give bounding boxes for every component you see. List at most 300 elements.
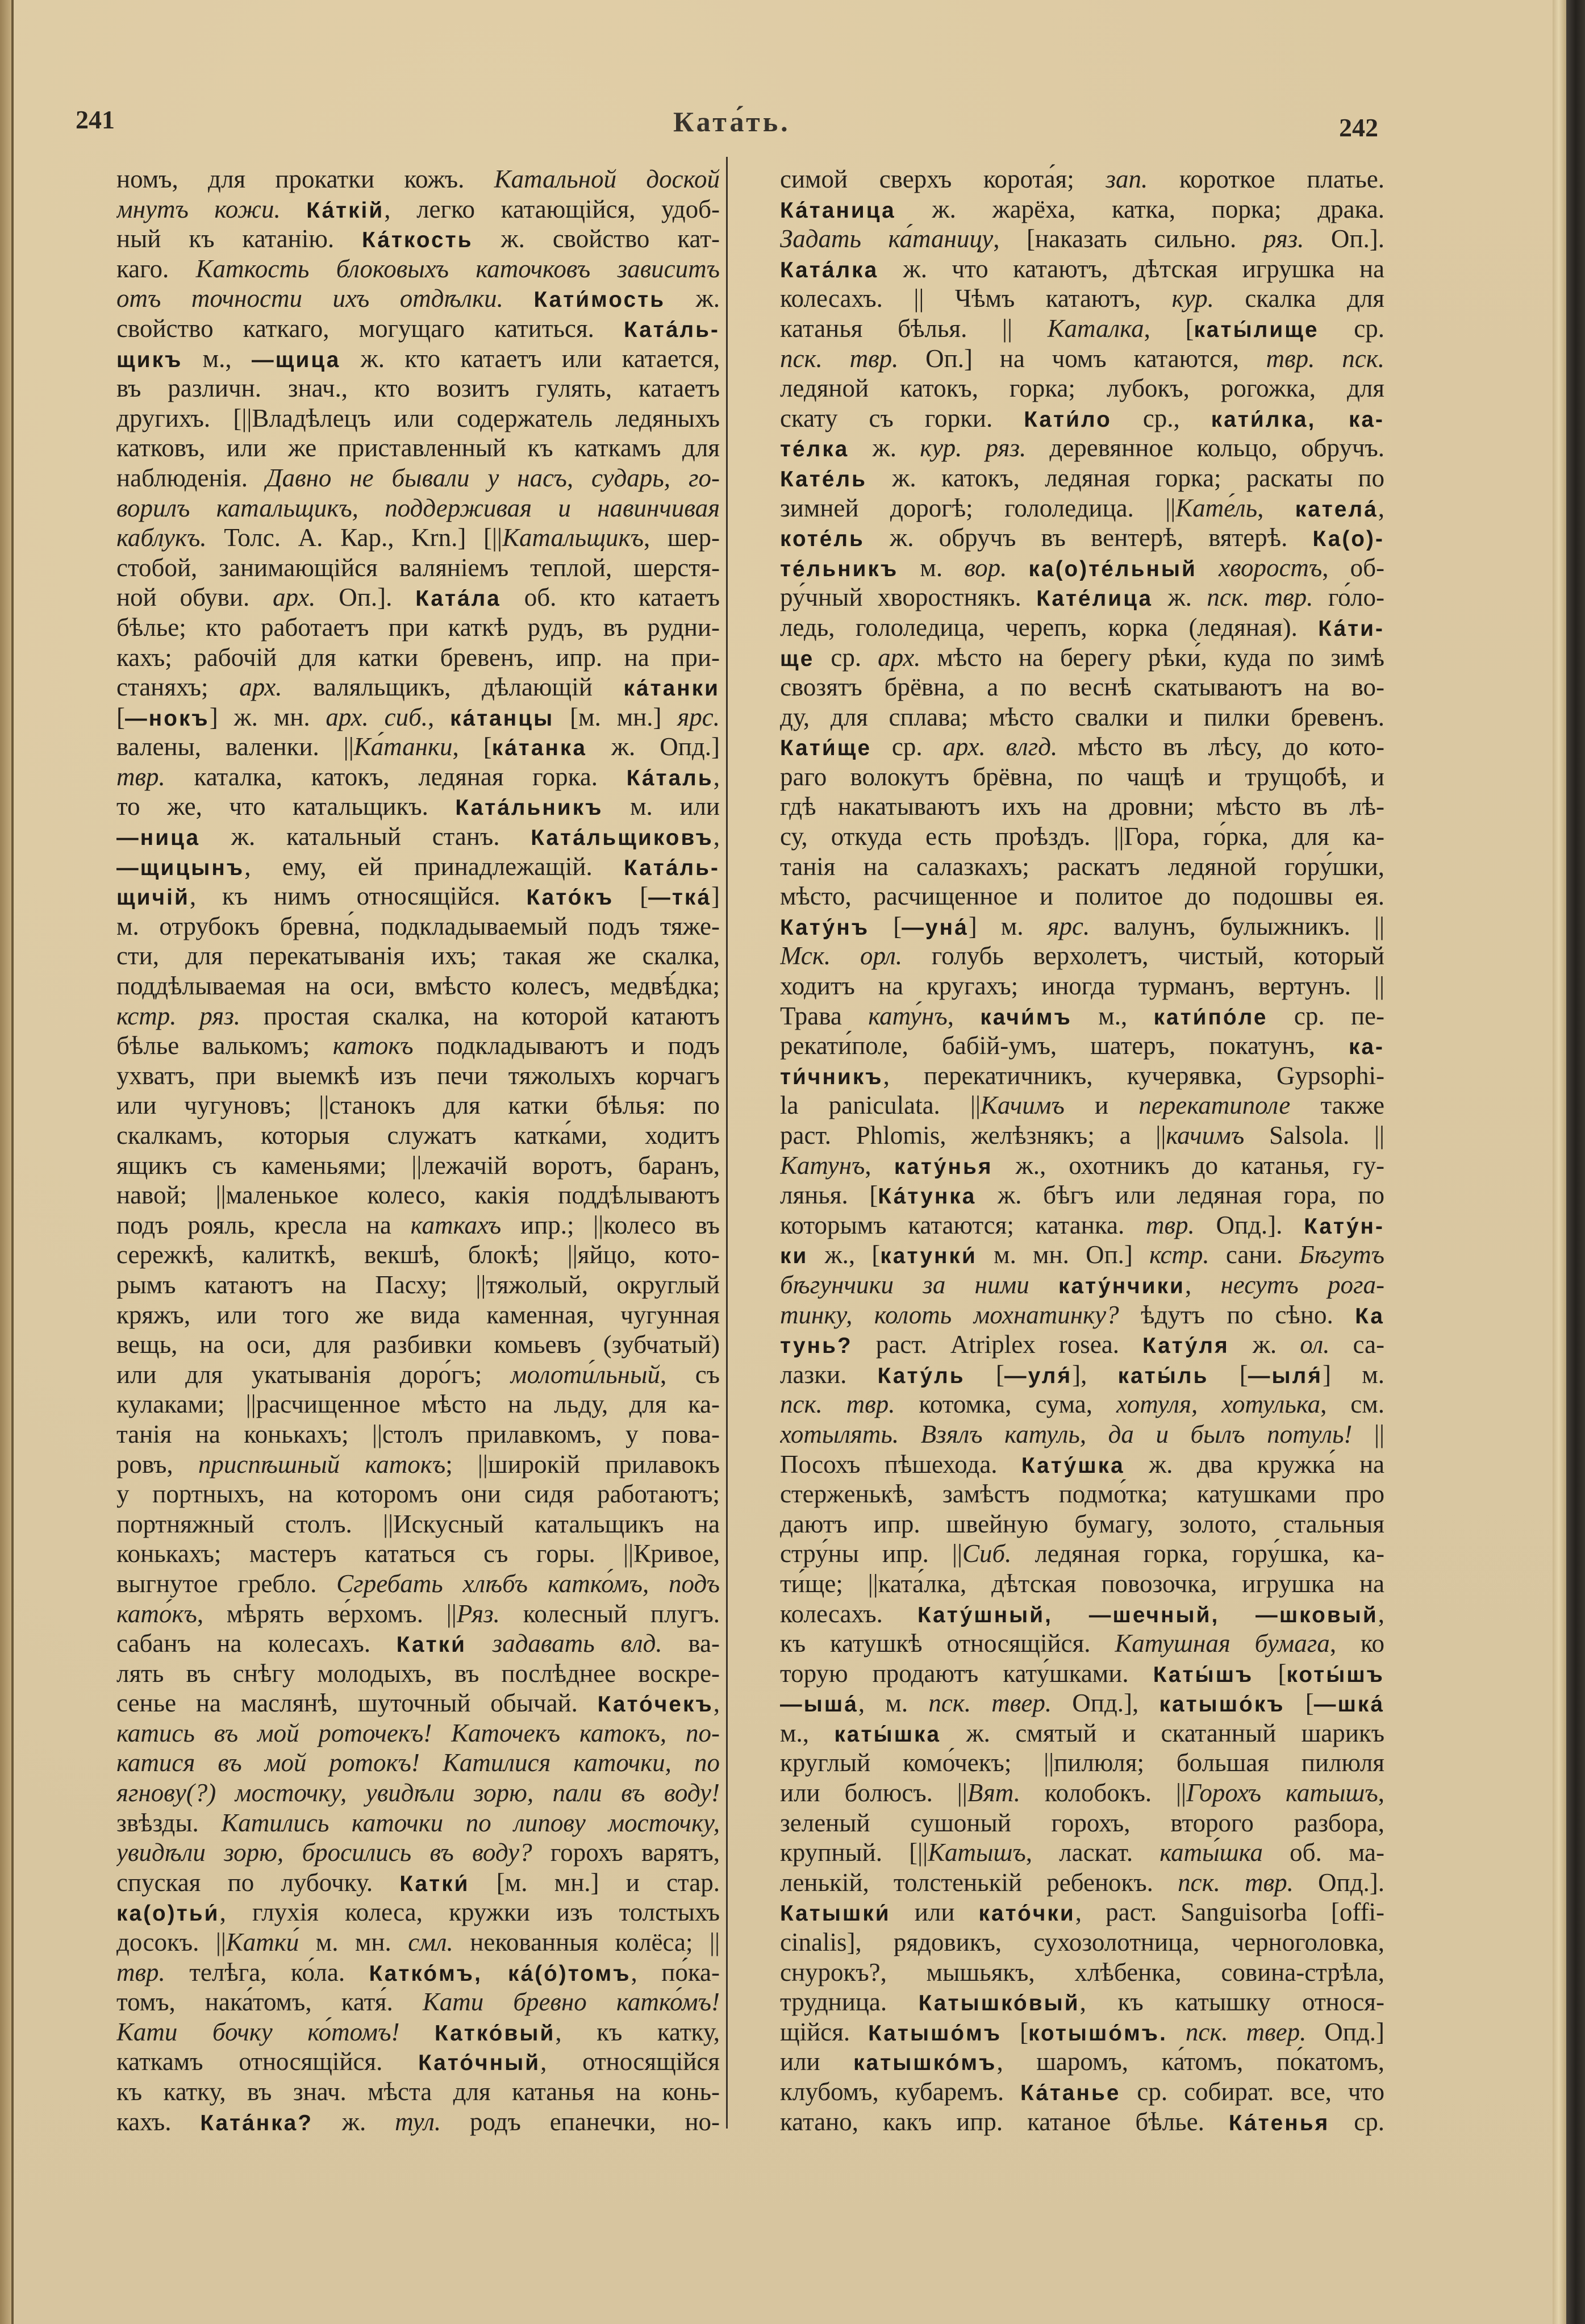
italic-text: кстр. ряз.: [116, 1001, 241, 1030]
italic-text: хотуля, хотулька: [1116, 1390, 1321, 1419]
text-run: , къ катышку относя-: [1079, 1988, 1384, 2017]
italic-text: Катки́: [226, 1928, 299, 1957]
text-line: [780, 881, 1384, 911]
italic-text: Задать ка́таницу: [780, 224, 994, 253]
text-run: ||: [1352, 1419, 1384, 1448]
book-block-shadow: [1566, 0, 1585, 2324]
column-right: [780, 164, 1384, 2136]
text-line: [780, 1001, 1384, 1031]
headword: катышко́мъ: [853, 2051, 997, 2076]
text-run: кряжъ, или того же вида каменная, чугунная: [116, 1300, 720, 1329]
italic-text: арх.: [878, 643, 921, 672]
headword: котышо́мъ.: [1028, 2021, 1167, 2046]
text-run: , м.: [858, 1689, 929, 1718]
headword: кати́по́ле: [1153, 1005, 1268, 1030]
headword: кати́лка, ка-: [1211, 407, 1384, 432]
text-line: [116, 941, 720, 971]
italic-text: хотылять. Взялъ катуль, да и былъ потуль!: [780, 1419, 1353, 1448]
text-run: го́ло-: [1313, 583, 1384, 612]
text-run: или чугуновъ; ||станокъ для катки бѣлья: по: [116, 1091, 720, 1120]
text-run: раст. Atriplex rosea.: [852, 1330, 1143, 1359]
text-run: ж. катальный станъ.: [200, 822, 531, 851]
text-run: конькахъ; мастеръ кататься съ горы. ||Кривое,: [116, 1539, 720, 1568]
text-run: сабанъ на колесахъ.: [116, 1629, 397, 1658]
italic-text: пск. твер.: [1185, 2017, 1307, 2046]
text-run: , мѣрять ве́рхомъ. ||: [197, 1599, 457, 1628]
italic-text: ярс.: [1047, 911, 1090, 940]
headword: Ка(о)-: [1312, 527, 1384, 552]
headword: щикъ: [116, 347, 183, 372]
text-run: лять въ снѣгу молодыхъ, въ послѣднее воскре-: [116, 1659, 720, 1688]
italic-text: арх.: [239, 673, 282, 702]
text-run: Опд.]: [1306, 2017, 1384, 2046]
text-line: [116, 1897, 720, 1927]
text-run: ж.: [1153, 583, 1207, 612]
headword: Катышки́: [780, 1901, 891, 1926]
text-line: [116, 1001, 720, 1031]
text-run: [: [1284, 1689, 1314, 1718]
italic-text: качимъ: [1166, 1121, 1245, 1149]
text-line: [780, 2107, 1384, 2137]
text-line: [116, 1987, 720, 2017]
page-right-edge: [1553, 0, 1566, 2324]
text-run: [: [965, 1360, 1004, 1389]
text-run: , къ катку,: [555, 2017, 720, 2046]
text-run: ру́чный хворостнякъ.: [780, 583, 1037, 612]
headword: катышо́къ: [1159, 1692, 1285, 1717]
text-run: ледяная горка, гору́шка, ка-: [1011, 1539, 1384, 1568]
text-run: котомка, сума,: [895, 1390, 1116, 1419]
text-run: другихъ. [||Владѣлецъ или содержатель ледяныхъ: [116, 403, 720, 432]
text-run: ,: [1257, 493, 1295, 522]
text-run: Оп.] на чомъ катаются,: [898, 344, 1266, 373]
text-run: ср.: [871, 732, 943, 761]
headword: Ка́ти-: [1318, 616, 1384, 641]
text-line: [780, 254, 1384, 284]
italic-text: пск. твр.: [780, 1390, 895, 1419]
text-run: которымъ катаются; катанка.: [780, 1210, 1146, 1239]
text-run: свозятъ брёвна, а по веснѣ скатываютъ на во-: [780, 673, 1384, 702]
text-run: ,: [713, 822, 720, 851]
text-run: рымъ катаютъ на Пасху; ||тяжолый, округлый: [116, 1270, 720, 1299]
text-run: , шаромъ, ка́томъ, по́катомъ,: [996, 2047, 1384, 2076]
text-line: [116, 1778, 720, 1808]
headword: Ката́ль-: [624, 855, 720, 880]
text-line: [780, 344, 1384, 374]
text-line: [780, 2017, 1384, 2047]
italic-text: ярс.: [677, 702, 720, 731]
headword: Кату́шный, —шечный, —шковый: [917, 1602, 1378, 1627]
headword: Кату́ля: [1142, 1334, 1229, 1359]
text-run: колесный плугъ.: [499, 1599, 720, 1628]
text-line: [780, 1479, 1384, 1509]
text-line: [116, 254, 720, 284]
text-line: [116, 1927, 720, 1958]
italic-text: Катальной доской: [494, 165, 720, 193]
text-run: валены, валенки. ||: [116, 732, 354, 761]
text-run: Опд.].: [1293, 1868, 1384, 1897]
text-run: ленькій, толстенькій ребенокъ.: [780, 1868, 1178, 1897]
headword: Катышко́вый: [918, 1991, 1080, 2016]
italic-text: Кати бочку ко́томъ!: [116, 2017, 400, 2046]
headword: Като́чекъ: [597, 1692, 714, 1717]
text-run: м.,: [182, 344, 252, 373]
text-run: снурокъ?, мышьякъ, хлѣбенка, совина-стрѣла,: [780, 1958, 1384, 1986]
text-line: [780, 1180, 1384, 1210]
italic-text: катокъ: [332, 1031, 414, 1060]
text-run: щійся.: [780, 2017, 869, 2046]
headword: Ка́таль: [626, 765, 714, 790]
text-run: наблюденія.: [116, 463, 266, 492]
text-line: [116, 702, 720, 732]
text-line: [780, 732, 1384, 762]
text-line: [116, 314, 720, 344]
text-line: [780, 582, 1384, 613]
text-line: [116, 373, 720, 403]
text-run: ср.: [1329, 2107, 1384, 2136]
italic-text: Кати бревно катко́мъ!: [422, 1988, 720, 2017]
text-line: [116, 284, 720, 314]
text-run: , къ нимъ относящійся.: [189, 882, 527, 911]
text-line: [116, 344, 720, 374]
headword: —уля́: [1004, 1363, 1073, 1388]
text-run: колобокъ. ||: [1020, 1779, 1187, 1807]
headword: Каты́шъ: [1153, 1662, 1254, 1687]
text-run: ср.: [1319, 314, 1384, 343]
headword: Кате́ль: [780, 467, 867, 492]
text-line: [780, 1927, 1384, 1958]
text-run: номъ, для прокатки кожъ.: [116, 165, 494, 193]
italic-text: увидѣли зорю, бросились въ воду?: [116, 1838, 532, 1867]
text-line: [116, 1210, 720, 1240]
text-run: сани.: [1209, 1240, 1300, 1269]
text-run: [466, 1629, 493, 1657]
italic-text: отъ точности ихъ отдѣлки.: [116, 284, 503, 313]
text-line: [780, 1688, 1384, 1718]
text-line: [780, 1868, 1384, 1898]
italic-text: Ка́танки: [353, 732, 453, 761]
text-run: бѣлье валькомъ;: [116, 1031, 333, 1060]
text-run: кахъ; рабочій для катки бревенъ, ипр. на при-: [116, 643, 720, 672]
text-line: [780, 1330, 1384, 1360]
text-run: къ катушкѣ относящійся.: [780, 1629, 1115, 1658]
text-run: м. мн.: [299, 1928, 408, 1957]
italic-text: перекатиполе: [1138, 1091, 1291, 1120]
headword: кату́нья: [894, 1154, 993, 1179]
italic-text: задавать влд.: [492, 1629, 662, 1658]
text-run: танія на конькахъ; ||столъ прилавкомъ, у пова-: [116, 1419, 720, 1448]
text-line: [116, 523, 720, 553]
text-line: [116, 2107, 720, 2137]
text-run: ж. свойство кат-: [473, 224, 720, 253]
italic-text: Кате́ль: [1175, 493, 1258, 522]
text-run: ва-: [662, 1629, 720, 1658]
headword: ка-: [1348, 1035, 1384, 1060]
text-run: Трава: [780, 1001, 869, 1030]
text-line: [116, 1151, 720, 1181]
text-line: [780, 971, 1384, 1001]
text-run: сенье на маслянѣ, шуточный обычай.: [116, 1689, 598, 1718]
text-run: ж.: [849, 434, 920, 463]
text-run: , [наказать сильно.: [993, 224, 1263, 253]
text-run: , ему, ей принадлежащій.: [244, 852, 624, 881]
text-run: каталка, катокъ, ледяная горка.: [165, 762, 627, 791]
text-run: ный къ катанію.: [116, 224, 362, 253]
text-run: валунъ, булыжникъ. ||: [1090, 911, 1384, 940]
text-line: [780, 1240, 1384, 1270]
headword: Ката́ль-: [624, 317, 720, 342]
text-run: ж.: [665, 284, 720, 313]
text-run: гдѣ накатываютъ ихъ на дровни; мѣсто въ лѣ-: [780, 792, 1384, 821]
text-run: короткое платье.: [1148, 165, 1384, 193]
headword: Катки́: [396, 1632, 466, 1657]
headword: коты́шъ: [1286, 1662, 1384, 1687]
text-line: [780, 1778, 1384, 1808]
text-line: [116, 1061, 720, 1091]
text-line: [116, 1031, 720, 1061]
italic-text: кур. ряз.: [920, 434, 1027, 463]
headword: ще: [780, 646, 815, 671]
italic-text: Давно не бывали у насъ, сударь, го-: [265, 463, 720, 492]
text-run: ср. собират. все, что: [1120, 2077, 1384, 2106]
text-run: ровъ,: [116, 1450, 198, 1478]
text-line: [780, 164, 1384, 194]
text-run: [281, 195, 307, 223]
text-line: [116, 1958, 720, 1988]
text-line: [116, 1419, 720, 1450]
text-run: , ласкат.: [1025, 1838, 1160, 1867]
headword: щичій: [116, 885, 190, 910]
text-line: [780, 1539, 1384, 1569]
text-line: [780, 463, 1384, 493]
text-line: [780, 1629, 1384, 1659]
headword: те́лка: [780, 437, 849, 462]
text-line: [780, 523, 1384, 553]
headword: Ка́ткій: [306, 198, 385, 223]
text-run: ж. обручъ въ вентерѣ, вятерѣ.: [864, 523, 1313, 552]
italic-text: Бѣгутъ: [1299, 1240, 1384, 1269]
text-run: кулаками; ||расчищенное мѣсто на льду, для ка-: [116, 1390, 720, 1419]
text-line: [780, 1509, 1384, 1539]
text-run: клубомъ, кубаремъ.: [780, 2077, 1021, 2106]
text-line: [780, 1718, 1384, 1748]
text-run: cinalis], рядовикъ, сухозолотница, черноголовка,: [780, 1928, 1384, 1957]
text-run: , шер-: [643, 523, 720, 552]
text-run: ной обуви.: [116, 583, 273, 612]
text-run: кахъ.: [116, 2107, 201, 2136]
text-run: также: [1290, 1091, 1384, 1120]
text-run: родъ епанечки, но-: [441, 2107, 720, 2136]
text-line: [780, 1958, 1384, 1988]
text-line: [116, 1450, 720, 1480]
column-right-text: [780, 164, 1384, 2136]
headword: ка́танка: [491, 736, 587, 761]
text-run: ж. Опд.]: [587, 732, 720, 761]
text-run: Посохъ пѣшехода.: [780, 1450, 1021, 1478]
headword: катунки́: [880, 1244, 977, 1269]
italic-text: като́къ: [116, 1599, 197, 1628]
italic-text: бѣгунчики за ними: [780, 1270, 1029, 1299]
text-run: мѣсто въ лѣсу, до кото-: [1057, 732, 1384, 761]
text-line: [780, 941, 1384, 971]
text-line: [116, 164, 720, 194]
italic-text: пск. твер.: [928, 1689, 1052, 1718]
text-line: [780, 911, 1384, 942]
text-line: [780, 1389, 1384, 1419]
italic-text: катися въ мой ротокъ! Катилися каточки, по: [116, 1748, 720, 1777]
headword: ка(о)те́льный: [1028, 556, 1197, 581]
headword: Ка́танье: [1020, 2081, 1121, 2105]
italic-text: Катушная бумага: [1115, 1629, 1330, 1658]
text-line: [780, 643, 1384, 673]
italic-text: твр.: [1145, 1210, 1195, 1239]
text-line: [116, 971, 720, 1001]
text-run: ,: [1378, 1779, 1384, 1807]
text-run: ж. катокъ, ледяная горка; раскаты по: [867, 463, 1384, 492]
text-line: [116, 433, 720, 463]
text-run: зимней дорогѣ; гололедица. ||: [780, 493, 1176, 522]
italic-text: Вят.: [967, 1779, 1021, 1807]
text-run: каго.: [116, 254, 196, 283]
text-run: ж. кто катаетъ или катается,: [340, 344, 720, 373]
text-line: [116, 2077, 720, 2107]
headword: —щица: [251, 347, 341, 372]
text-run: ж. смятый и скатанный шарикъ: [941, 1718, 1384, 1747]
text-run: лянья. [: [780, 1181, 878, 1210]
text-run: ,: [1378, 493, 1384, 522]
text-run: [1167, 2018, 1186, 2046]
text-line: [780, 1569, 1384, 1599]
text-run: мѣсто на берегу рѣки́, куда по зимѣ: [920, 643, 1384, 672]
text-line: [780, 1450, 1384, 1480]
italic-text: Катились каточки по липову мосточку,: [221, 1808, 720, 1837]
text-run: симой сверхъ корота́я;: [780, 165, 1106, 193]
text-run: портняжный столъ. ||Искусный катальщикъ на: [116, 1509, 720, 1538]
italic-text: арх. сиб.: [326, 702, 428, 731]
headword: —уна́: [902, 915, 969, 940]
text-run: [: [1253, 1659, 1287, 1688]
text-run: Опд.].: [1194, 1210, 1304, 1239]
page-left-edge-line: [11, 0, 14, 2324]
text-line: [116, 1389, 720, 1419]
headword: каты́лище: [1194, 317, 1319, 342]
headword: каты́шка: [834, 1722, 941, 1747]
text-run: [: [614, 882, 649, 911]
text-run: la paniculata. ||: [780, 1091, 981, 1120]
headword: —тка́: [648, 885, 711, 910]
text-line: [780, 1090, 1384, 1121]
headword: Катко́вый: [435, 2021, 556, 2046]
text-line: [116, 1718, 720, 1748]
headword: Кате́лица: [1036, 586, 1153, 611]
text-line: [780, 762, 1384, 792]
headword: кату́нчики: [1058, 1273, 1185, 1298]
text-line: [780, 1987, 1384, 2017]
headword: качи́мъ: [980, 1005, 1072, 1030]
text-line: [116, 1330, 720, 1360]
text-line: [116, 732, 720, 762]
text-line: [780, 792, 1384, 822]
italic-text: твр.: [116, 762, 165, 791]
text-line: [116, 403, 720, 434]
text-run: лазки.: [780, 1360, 878, 1389]
text-run: трудница.: [780, 1988, 919, 2017]
text-run: стру́ны ипр. ||: [780, 1539, 962, 1568]
headword: Като́чный: [418, 2051, 541, 2076]
text-line: [780, 1659, 1384, 1689]
text-line: [780, 553, 1384, 583]
text-run: ] м.: [1323, 1360, 1384, 1389]
page-number-right: 242: [1339, 113, 1378, 142]
italic-text: Ряз.: [456, 1599, 500, 1628]
headword: Кату́нъ: [780, 915, 870, 940]
text-run: некованныя колёса; ||: [453, 1928, 720, 1957]
italic-text: кату́нъ: [868, 1001, 948, 1030]
text-run: ,: [427, 702, 451, 731]
headword: Ка́тунка: [878, 1184, 977, 1209]
text-run: мѣсто, расчищенное и политое до подошвы ея.: [780, 882, 1384, 911]
text-line: [116, 1569, 720, 1599]
text-run: ,: [713, 762, 720, 791]
text-line: [116, 1748, 720, 1778]
italic-text: Мск. орл.: [780, 942, 903, 971]
text-run: ходитъ на кругахъ; иногда турманъ, вертунъ. ||: [780, 972, 1384, 1001]
text-run: [1029, 1271, 1058, 1299]
text-run: м. отрубокъ бревна́, подкладываемый подъ тяже-: [116, 911, 720, 940]
text-line: [116, 463, 720, 493]
text-run: подъ рояль, кресла на: [116, 1210, 411, 1239]
text-line: [116, 1808, 720, 1838]
text-run: телѣга, ко́ла.: [165, 1958, 369, 1986]
text-run: ж., [: [808, 1240, 881, 1269]
text-run: ж. два кружка́ на: [1124, 1450, 1384, 1478]
italic-text: каты́шка: [1159, 1838, 1263, 1867]
text-line: [116, 1090, 720, 1121]
text-run: ,: [1378, 1599, 1384, 1628]
headword: Кату́шка: [1021, 1453, 1125, 1478]
italic-text: зап.: [1106, 165, 1148, 193]
text-run: су, откуда есть проѣздъ. ||Гора, го́рка, для ка-: [780, 822, 1384, 851]
text-run: м. или: [603, 792, 720, 821]
column-left-text: [116, 164, 720, 2136]
text-run: то же, что катальщикъ.: [116, 792, 456, 821]
text-line: [780, 2047, 1384, 2077]
text-line: [780, 1270, 1384, 1300]
italic-text: хворостъ: [1219, 553, 1323, 582]
italic-text: ворилъ катальщикъ, поддерживая и навинчивая: [116, 493, 720, 522]
text-line: [116, 1180, 720, 1210]
text-run: поддѣлываемая на оси, вмѣсто колесъ, медвѣ́дка;: [116, 972, 720, 1001]
text-run: вещь, на оси, для разбивки комьевъ (зубчатый): [116, 1330, 720, 1359]
italic-text: молоти́льный: [510, 1360, 660, 1389]
text-line: [780, 2077, 1384, 2107]
text-line: [780, 314, 1384, 344]
headword: каты́ль: [1117, 1363, 1209, 1388]
text-run: ледь, гололедица, черепъ, корка (ледяная).: [780, 613, 1319, 642]
text-run: катковъ, или же приставленный къ каткамъ для: [116, 434, 720, 463]
text-run: са-: [1329, 1330, 1384, 1359]
headword: —щицынъ: [116, 855, 245, 880]
text-run: голубь верхолетъ, чистый, который: [902, 942, 1384, 971]
italic-text: смл.: [408, 1928, 453, 1957]
headword: катела́: [1295, 497, 1378, 522]
text-line: [116, 224, 720, 254]
headword: Ка́тенья: [1228, 2110, 1330, 2135]
text-line: [116, 1479, 720, 1509]
text-run: томъ, нака́томъ, катя́.: [116, 1988, 423, 2017]
text-run: скалка для: [1213, 284, 1384, 313]
text-run: скалкамъ, которыя служатъ катка́ми, ходитъ: [116, 1121, 720, 1149]
